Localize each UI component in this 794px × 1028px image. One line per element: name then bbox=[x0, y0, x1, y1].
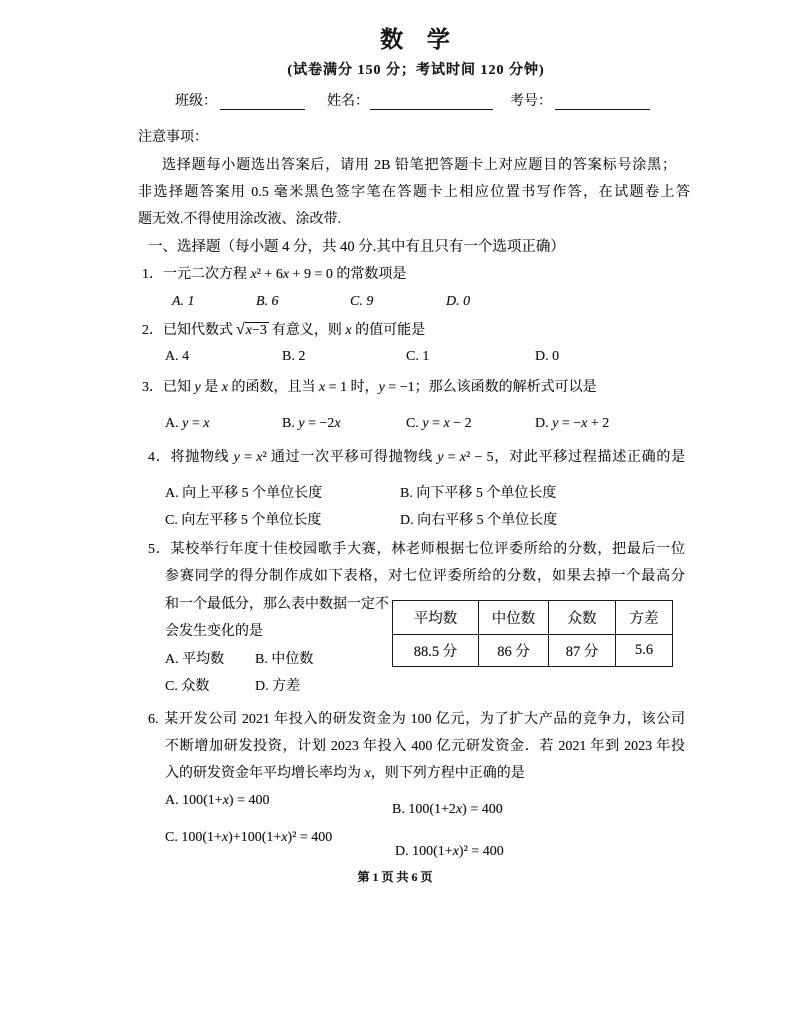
exam-subtitle: (试卷满分 150 分；考试时间 120 分钟) bbox=[287, 63, 545, 78]
option-d: D. 100(1+x)² = 400 bbox=[395, 844, 504, 859]
question-number: 4． bbox=[148, 450, 171, 465]
option-b: B. 100(1+2x) = 400 bbox=[392, 802, 503, 817]
math-variable: x bbox=[459, 450, 467, 465]
question-text: 某开发公司 2021 年投入的研发资金为 100 亿元，为了扩大产品的竞争力，该公司 bbox=[163, 712, 685, 727]
question-number: 2． bbox=[142, 323, 163, 338]
math-variable: x bbox=[452, 844, 459, 859]
option-c: C. 9 bbox=[350, 294, 374, 309]
option-c: C. 100(1+x)+100(1+x)² = 400 bbox=[165, 830, 333, 845]
option-d: D. 方差 bbox=[255, 679, 301, 694]
question-number: 1． bbox=[142, 267, 163, 282]
question-number: 5． bbox=[148, 542, 171, 557]
math-variable: x bbox=[281, 830, 288, 845]
math-variable: x bbox=[334, 416, 341, 431]
option-b: B. 6 bbox=[256, 294, 279, 309]
name-blank bbox=[370, 109, 493, 110]
math-variable: y bbox=[194, 380, 201, 395]
option-c: C. 向左平移 5 个单位长度 bbox=[165, 513, 322, 528]
exam-number-blank bbox=[555, 109, 650, 110]
option-d: D. y = −x + 2 bbox=[535, 416, 610, 431]
table-cell: 86 分 bbox=[479, 635, 549, 667]
question-text: 有意义，则 x 的值可能是 bbox=[271, 323, 426, 338]
question-text: 一元二次方程 x² + 6x + 9 = 0 的常数项是 bbox=[163, 267, 407, 282]
option-d: D. 向右平移 5 个单位长度 bbox=[400, 513, 558, 528]
option-a: A. 4 bbox=[165, 349, 190, 364]
exam-title: 数 学 bbox=[380, 27, 459, 52]
score-table bbox=[392, 600, 673, 667]
math-variable: y bbox=[437, 450, 444, 465]
table-header-cell: 平均数 bbox=[393, 601, 479, 635]
option-b: B. 中位数 bbox=[255, 652, 314, 667]
sqrt-sign: √ bbox=[236, 321, 245, 338]
question-number: 3． bbox=[142, 380, 163, 395]
table-cell: 5.6 bbox=[616, 635, 673, 667]
question-text: 会发生变化的是 bbox=[165, 624, 263, 639]
math-variable: x bbox=[256, 450, 263, 465]
question-text: 某校举行年度十佳校园歌手大赛，林老师根据七位评委所给的分数，把最后一位 bbox=[170, 542, 686, 557]
math-variable: x bbox=[345, 323, 352, 338]
math-variable: y bbox=[422, 416, 429, 431]
option-a: A. 1 bbox=[172, 294, 195, 309]
option-b: B. 2 bbox=[282, 349, 306, 364]
option-d: D. 0 bbox=[446, 294, 471, 309]
option-a: A. 向上平移 5 个单位长度 bbox=[165, 486, 323, 501]
math-variable: x bbox=[581, 416, 588, 431]
question-text: 不断增加研发投资，计划 2023 年投入 400 亿元研发资金．若 2021 年到 2023 年投 bbox=[165, 739, 685, 754]
notice-line: 非选择题答案用 0.5 毫米黑色签字笔在答题卡上相应位置书写作答，在试题卷上答 bbox=[138, 185, 690, 200]
notice-line: 题无效.不得使用涂改液、涂改带. bbox=[138, 212, 341, 227]
math-variable: y bbox=[298, 416, 305, 431]
question-2-stem bbox=[142, 320, 425, 341]
question-text: 已知 y 是 x 的函数，且当 x = 1 时，y = −1；那么该函数的解析式可以是 bbox=[163, 380, 597, 395]
math-variable: y bbox=[233, 450, 240, 465]
table-row bbox=[393, 635, 673, 667]
math-variable: x bbox=[318, 380, 326, 395]
question-6-stem bbox=[148, 710, 685, 730]
table-header-row bbox=[393, 601, 673, 635]
question-5-stem bbox=[148, 540, 685, 560]
name-label: 姓名： bbox=[327, 94, 369, 109]
question-1-stem bbox=[142, 265, 406, 285]
table-cell: 88.5 分 bbox=[393, 635, 479, 667]
option-c: C. 众数 bbox=[165, 679, 210, 694]
option-b: B. 向下平移 5 个单位长度 bbox=[400, 486, 557, 501]
question-3-stem bbox=[142, 378, 597, 398]
class-blank bbox=[220, 109, 305, 110]
math-variable: x bbox=[221, 380, 228, 395]
question-text: 已知代数式 bbox=[163, 323, 233, 338]
table-header-cell: 方差 bbox=[616, 601, 673, 635]
option-c: C. y = x − 2 bbox=[406, 416, 472, 431]
option-a: A. 100(1+x) = 400 bbox=[165, 793, 270, 808]
math-variable: x bbox=[455, 802, 463, 817]
math-variable: x bbox=[221, 830, 229, 845]
math-variable: x bbox=[282, 267, 290, 282]
question-text: 将抛物线 y = x² 通过一次平移可得抛物线 y = x² − 5，对此平移过程描述正确的是 bbox=[170, 450, 686, 465]
math-variable: x bbox=[250, 267, 257, 282]
question-text: 和一个最低分，那么表中数据一定不 bbox=[165, 597, 389, 612]
section-heading: 一、选择题（每小题 4 分，共 40 分.其中有且只有一个选项正确） bbox=[148, 239, 565, 255]
table-header-cell: 众数 bbox=[549, 601, 616, 635]
question-text: 参赛同学的得分制作成如下表格，对七位评委所给的分数，如果去掉一个最高分 bbox=[165, 569, 685, 584]
class-label: 班级： bbox=[175, 94, 217, 109]
notice-line: 选择题每小题选出答案后，请用 2B 铅笔把答题卡上对应题目的答案标号涂黑； bbox=[162, 158, 676, 173]
math-variable: x bbox=[364, 766, 371, 781]
math-variable: x bbox=[203, 416, 210, 431]
page-footer: 第 1 页 共 6 页 bbox=[357, 870, 433, 884]
option-a: A. y = x bbox=[165, 416, 210, 431]
notice-heading: 注意事项： bbox=[138, 130, 208, 145]
math-variable: y bbox=[378, 380, 385, 395]
math-variable: x bbox=[222, 793, 229, 808]
option-a: A. 平均数 bbox=[165, 652, 225, 667]
math-variable: x bbox=[443, 416, 450, 431]
table-header-cell: 中位数 bbox=[479, 601, 549, 635]
question-4-stem bbox=[148, 448, 685, 468]
exam-number-label: 考号： bbox=[510, 94, 552, 109]
math-variable: y bbox=[552, 416, 559, 431]
option-b: B. y = −2x bbox=[282, 416, 341, 431]
option-c: C. 1 bbox=[406, 349, 430, 364]
math-variable: y bbox=[182, 416, 189, 431]
math-variable: x bbox=[245, 323, 252, 338]
table-cell: 87 分 bbox=[549, 635, 616, 667]
option-d: D. 0 bbox=[535, 349, 560, 364]
sqrt-radicand: x−3 bbox=[245, 323, 267, 338]
question-text: 入的研发资金年平均增长率均为 x，则下列方程中正确的是 bbox=[165, 766, 525, 781]
question-number: 6. bbox=[148, 712, 159, 727]
